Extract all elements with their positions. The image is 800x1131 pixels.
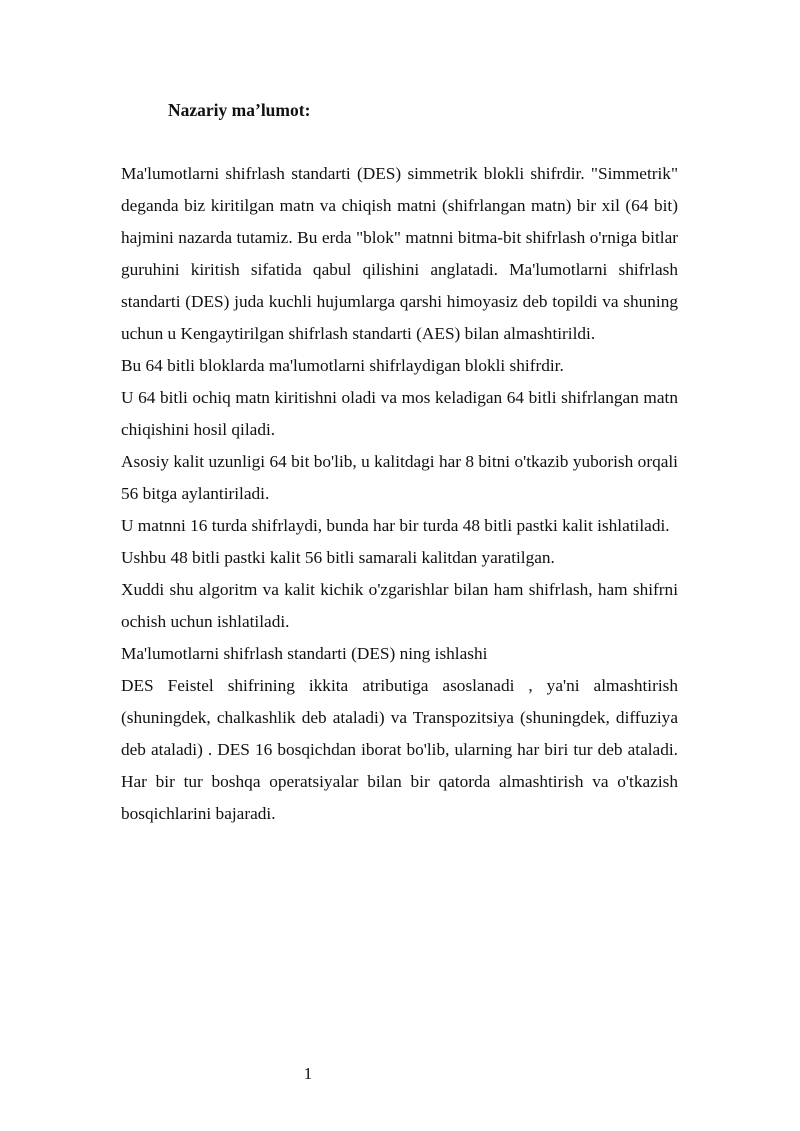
- paragraph-subkey: Ushbu 48 bitli pastki kalit 56 bitli samarali kalitdan yaratilgan.: [121, 548, 555, 567]
- paragraph-feistel: DES Feistel shifrining ikkita atributiga asoslanadi , ya'ni almashtirish (shuningdek, chalkashlik deb ataladi) va Transpozitsiya (shuningdek, diffuziya deb ataladi) . DES 16 bosqichdan iborat bo'lib, ularning har biri tur deb ataladi. Har bir tur boshqa operatsiyalar bilan bir qatorda almashtirish va o'tkazish bosqichlarini bajaradi.: [121, 676, 678, 823]
- paragraph-same-algorithm: Xuddi shu algoritm va kalit kichik o'zgarishlar bilan ham shifrlash, ham shifrni ochish uchun ishlatiladi.: [121, 580, 678, 631]
- paragraph-des-overview: Ma'lumotlarni shifrlash standarti (DES) simmetrik blokli shifrdir. "Simmetrik" deganda biz kiritilgan matn va chiqish matni (shifrlangan matn) bir xil (64 bit) hajmini nazarda tutamiz. Bu erda "blok" matnni bitma-bit shifrlash o'rniga bitlar guruhini kiritish sifatida qabul qilishini anglatadi. Ma'lumotlarni shifrlash standarti (DES) juda kuchli hujumlarga qarshi himoyasiz deb topildi va shuning uchun u Kengaytirilgan shifrlash standarti (AES) bilan almashtirildi.: [121, 164, 678, 343]
- paragraph-plaintext-input: U 64 bitli ochiq matn kiritishni oladi va mos keladigan 64 bitli shifrlangan matn chiqishini hosil qiladi.: [121, 388, 678, 439]
- paragraph-block-cipher: Bu 64 bitli bloklarda ma'lumotlarni shifrlaydigan blokli shifrdir.: [121, 356, 564, 375]
- paragraph-key-length: Asosiy kalit uzunligi 64 bit bo'lib, u kalitdagi har 8 bitni o'tkazib yuborish orqali 56 bitga aylantiriladi.: [121, 452, 678, 503]
- section-heading: Nazariy ma’lumot:: [168, 100, 311, 120]
- body-text: [121, 158, 678, 830]
- paragraph-rounds: U matnni 16 turda shifrlaydi, bunda har bir turda 48 bitli pastki kalit ishlatiladi.: [121, 516, 670, 535]
- paragraph-des-working-title: Ma'lumotlarni shifrlash standarti (DES) ning ishlashi: [121, 644, 488, 663]
- page-number: 1: [303, 1064, 313, 1083]
